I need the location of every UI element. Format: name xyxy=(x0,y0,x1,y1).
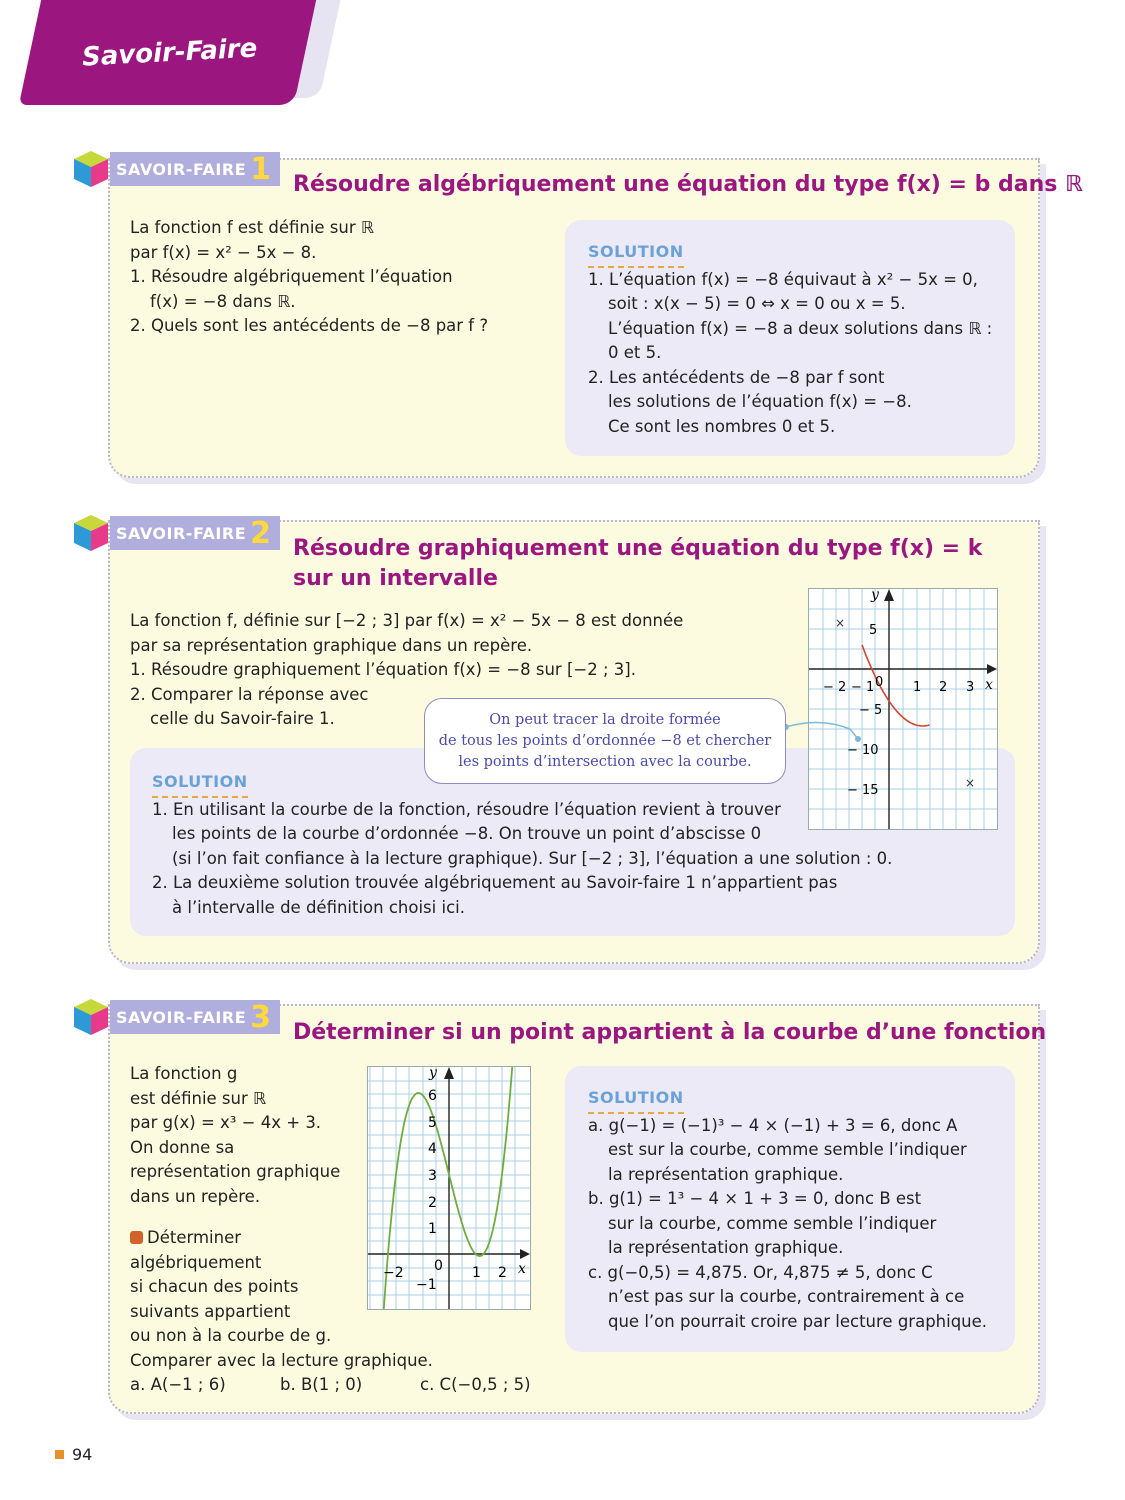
tag-label: SAVOIR-FAIRE 2 xyxy=(110,516,280,550)
solution-label: SOLUTION xyxy=(588,240,684,268)
y-tick-label: − 15 xyxy=(847,783,879,798)
savoir-faire-1-tag xyxy=(72,150,280,188)
text-line: Ce sont les nombres 0 et 5. xyxy=(608,416,836,436)
bullet-icon xyxy=(130,1231,143,1244)
text-line: c. g(−0,5) = 4,875. Or, 4,875 ≠ 5, donc C xyxy=(588,1262,933,1282)
solution-label: SOLUTION xyxy=(588,1086,684,1114)
text-line: la représentation graphique. xyxy=(608,1238,844,1257)
text-line: 2. Comparer la réponse avec xyxy=(130,684,369,704)
cube-icon xyxy=(72,997,110,1037)
x-tick-label: 2 xyxy=(939,680,948,695)
text-line: si chacun des points xyxy=(130,1277,299,1296)
y-tick-label: 1 xyxy=(428,1221,437,1237)
y-tick-label: − 5 xyxy=(859,703,883,718)
endpoint-mark-right: × xyxy=(965,776,976,790)
text-line: L’équation f(x) = −8 a deux solutions dans ℝ : xyxy=(608,318,993,338)
x-axis-arrow-icon xyxy=(987,664,997,674)
text-line: la représentation graphique. xyxy=(608,1164,844,1184)
text-line: soit : x(x − 5) = 0 ⇔ x = 0 ou x = 5. xyxy=(608,294,906,313)
question-2: 2. Quels sont les antécédents de −8 par f ? xyxy=(130,316,489,335)
y-tick-label: −1 xyxy=(416,1277,437,1293)
callout-line: les points d’intersection avec la courbe. xyxy=(458,753,752,770)
y-tick-label: 6 xyxy=(428,1088,437,1104)
text-line: dans un repère. xyxy=(130,1186,261,1206)
text-line: La fonction g xyxy=(130,1064,238,1083)
text-line: à l’intervalle de définition choisi ici. xyxy=(172,897,465,917)
endpoint-mark-left: × xyxy=(835,616,846,630)
text-line: 0 et 5. xyxy=(608,343,662,362)
text-line: représentation graphique xyxy=(130,1162,341,1181)
cube-icon xyxy=(72,149,110,189)
text-line: 2. Les antécédents de −8 par f sont xyxy=(588,367,885,387)
y-tick-label: 5 xyxy=(869,623,878,638)
question-1: 1. Résoudre algébriquement l’équation xyxy=(130,267,453,286)
x-axis-label: x xyxy=(518,1261,526,1277)
text-line: ou non à la courbe de g. xyxy=(130,1326,332,1345)
text-line: sur la courbe, comme semble l’indiquer xyxy=(608,1213,937,1233)
y-tick-label: − 10 xyxy=(847,743,879,758)
y-axis-arrow-icon xyxy=(444,1067,454,1079)
point-a: a. A(−1 ; 6) xyxy=(130,1375,226,1394)
x-tick-label: 2 xyxy=(498,1265,507,1281)
points-list xyxy=(130,1373,550,1398)
x-tick-label: − 2 xyxy=(823,680,847,695)
text-line: (si l’on fait confiance à la lecture graphique). Sur [−2 ; 3], l’équation a une solution : 0. xyxy=(172,848,893,868)
x-tick-label: 0 xyxy=(875,675,884,690)
callout-line: de tous les points d’ordonnée −8 et chercher xyxy=(438,732,772,749)
page-marker-icon xyxy=(55,1450,64,1459)
text-line: Comparer avec la lecture graphique. xyxy=(130,1350,433,1370)
sf2-graph xyxy=(808,588,998,830)
point-b: b. B(1 ; 0) xyxy=(280,1375,363,1394)
text-line: La fonction f, définie sur [−2 ; 3] par f(x) = x² − 5x − 8 est donnée xyxy=(130,611,684,630)
text-line: f(x) = −8 dans ℝ. xyxy=(150,291,296,311)
x-tick-label: 1 xyxy=(472,1265,481,1281)
text-line: 1. Résoudre graphiquement l’équation f(x) = −8 sur [−2 ; 3]. xyxy=(130,660,636,679)
tag-label: SAVOIR-FAIRE 3 xyxy=(110,1000,280,1034)
text-line: que l’on pourrait croire par lecture graphique. xyxy=(608,1311,988,1331)
text-line: algébriquement xyxy=(130,1252,262,1272)
x-tick-label: 0 xyxy=(434,1258,443,1274)
page-number: 94 xyxy=(55,1445,92,1464)
banner-title: Savoir-Faire xyxy=(81,33,258,73)
task-line: Déterminer xyxy=(130,1226,550,1251)
savoir-faire-3-tag xyxy=(72,998,280,1036)
callout-line: On peut tracer la droite formée xyxy=(489,711,721,728)
y-axis-label: y xyxy=(429,1066,437,1081)
callout-connector xyxy=(780,715,870,755)
text-line: est sur la courbe, comme semble l’indiquer xyxy=(608,1140,967,1159)
text-line: La fonction f est définie sur ℝ xyxy=(130,218,374,237)
x-axis-arrow-icon xyxy=(520,1249,530,1259)
sf1-solution xyxy=(588,240,1008,439)
sf3-solution xyxy=(588,1086,1008,1334)
text-line: 1. L’équation f(x) = −8 équivaut à x² − 5x = 0, xyxy=(588,269,978,289)
sf3-statement xyxy=(130,1062,370,1209)
y-axis-arrow-icon xyxy=(884,589,894,601)
text-line: a. g(−1) = (−1)³ − 4 × (−1) + 3 = 6, donc A xyxy=(588,1115,958,1135)
text-line: par f(x) = x² − 5x − 8. xyxy=(130,242,317,262)
title-line: sur un intervalle xyxy=(293,566,498,591)
savoir-faire-2-title xyxy=(293,534,982,594)
sf3-graph xyxy=(367,1066,531,1310)
text-line: par sa représentation graphique dans un repère. xyxy=(130,635,533,655)
y-tick-label: 3 xyxy=(428,1168,437,1184)
savoir-faire-2-tag xyxy=(72,514,280,552)
title-line: Résoudre graphiquement une équation du type f(x) = k xyxy=(293,536,983,561)
tag-label: SAVOIR-FAIRE 1 xyxy=(110,152,280,186)
y-tick-label: 2 xyxy=(428,1195,437,1211)
cube-icon xyxy=(72,513,110,553)
savoir-faire-1-title: Résoudre algébriquement une équation du type f(x) = b dans ℝ xyxy=(293,172,1083,197)
savoir-faire-3-title: Déterminer si un point appartient à la courbe d’une fonction xyxy=(293,1020,1047,1045)
text-line: est définie sur ℝ xyxy=(130,1088,267,1108)
x-axis-label: x xyxy=(985,677,993,693)
x-tick-label: 1 xyxy=(913,680,922,695)
point-c: c. C(−0,5 ; 5) xyxy=(420,1375,531,1394)
hint-callout xyxy=(424,698,786,784)
y-tick-label: 4 xyxy=(428,1141,437,1157)
y-axis-label: y xyxy=(871,588,879,603)
sf1-statement xyxy=(130,216,550,339)
x-tick-label: − 1 xyxy=(851,680,875,695)
text-line: celle du Savoir-faire 1. xyxy=(150,709,335,728)
text-line: les solutions de l’équation f(x) = −8. xyxy=(608,392,912,411)
text-line: suivants appartient xyxy=(130,1301,291,1321)
x-tick-label: 3 xyxy=(966,680,975,695)
text-line: par g(x) = x³ − 4x + 3. xyxy=(130,1113,322,1132)
y-tick-label: 5 xyxy=(428,1115,437,1131)
text-line: 2. La deuxième solution trouvée algébriquement au Savoir-faire 1 n’appartient pas xyxy=(152,873,838,892)
text-line: On donne sa xyxy=(130,1137,235,1157)
text-line: 1. En utilisant la courbe de la fonction, résoudre l’équation revient à trouver xyxy=(152,799,781,819)
text-line: les points de la courbe d’ordonnée −8. On trouve un point d’abscisse 0 xyxy=(172,824,762,843)
text-line: b. g(1) = 1³ − 4 × 1 + 3 = 0, donc B est xyxy=(588,1189,922,1208)
x-tick-label: −2 xyxy=(383,1265,404,1281)
solution-label: SOLUTION xyxy=(152,770,248,798)
text-line: n’est pas sur la courbe, contrairement à ce xyxy=(608,1287,965,1306)
